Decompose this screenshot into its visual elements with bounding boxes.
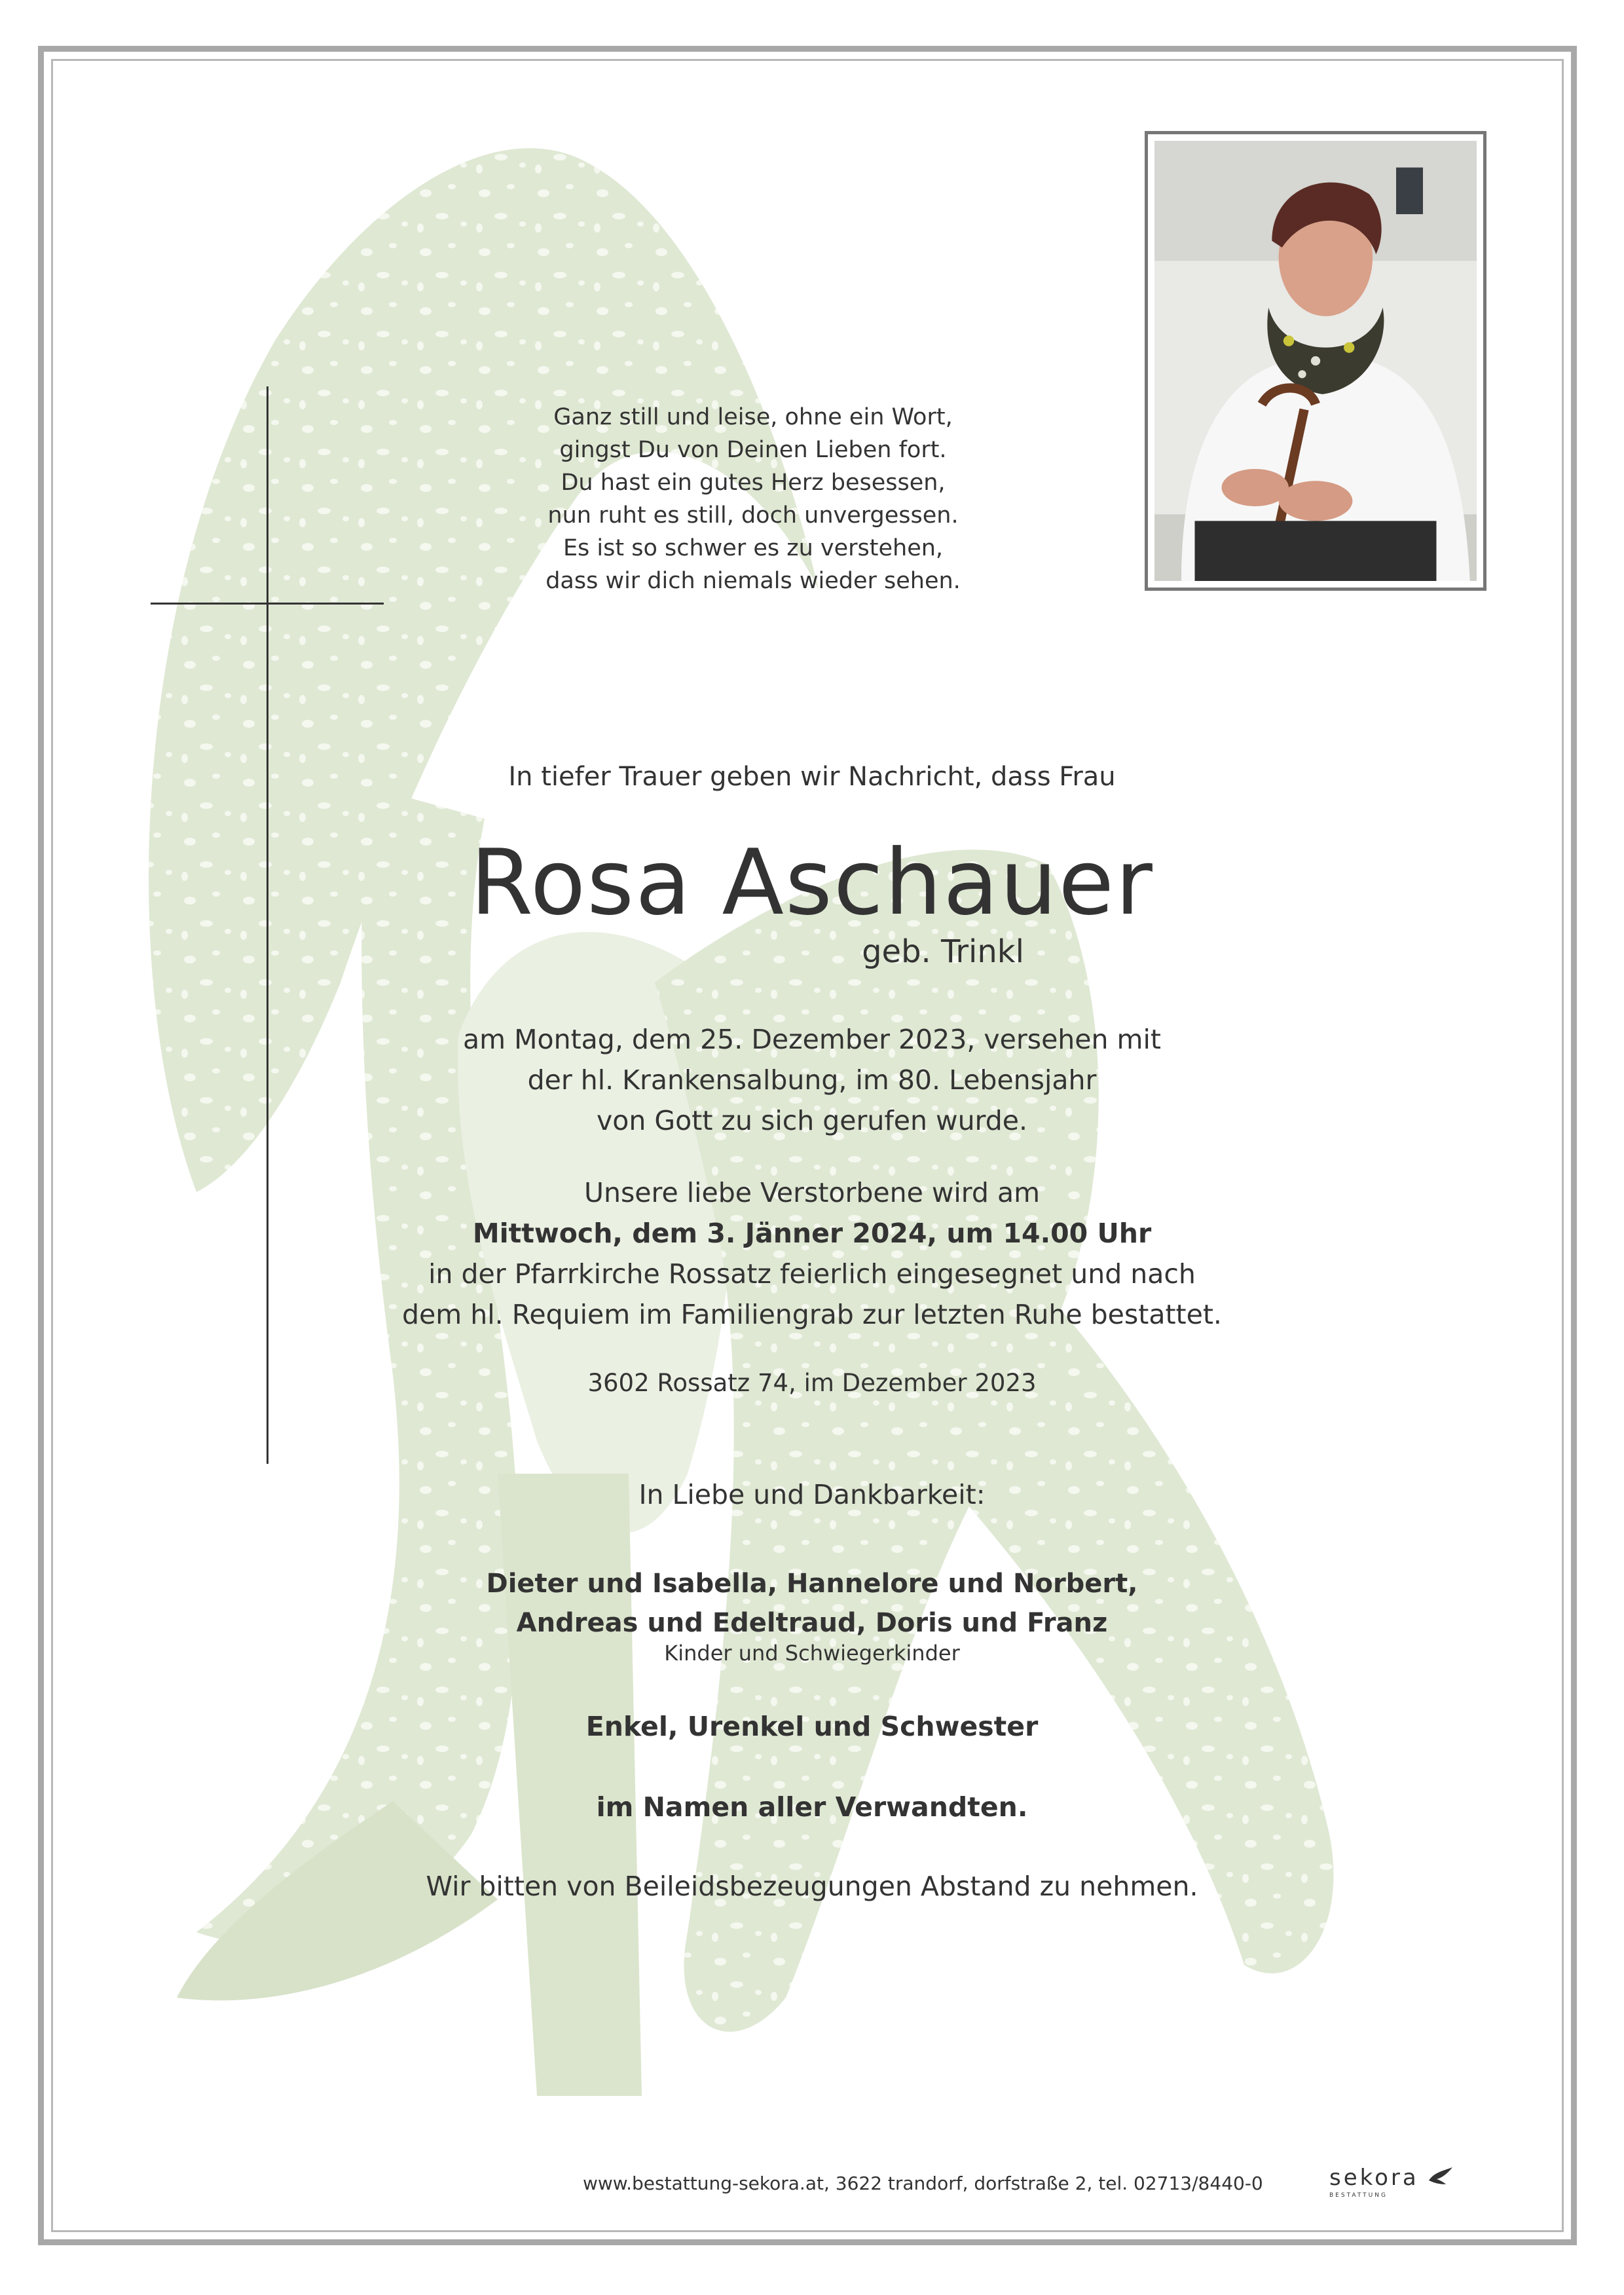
death-notice-line: von Gott zu sich gerufen wurde. <box>597 1105 1027 1136</box>
funeral-line: dem hl. Requiem im Familiengrab zur letzten Ruhe bestattet. <box>402 1299 1222 1330</box>
thanks-heading: In Liebe und Dankbarkeit: <box>638 1479 986 1510</box>
birth-name: geb. Trinkl <box>862 933 1024 970</box>
logo-subtitle: BESTATTUNG <box>1329 2192 1388 2199</box>
memorial-poem <box>485 401 1022 597</box>
funeral-line: in der Pfarrkirche Rossatz feierlich eingesegnet und nach <box>428 1258 1196 1290</box>
family-names-line: Andreas und Edeltraud, Doris und Franz <box>516 1608 1108 1638</box>
family-names-line: Dieter und Isabella, Hannelore und Norbert, <box>486 1569 1138 1599</box>
grandchildren-line: Enkel, Urenkel und Schwester <box>585 1711 1039 1742</box>
poem-line: Ganz still und leise, ohne ein Wort, <box>553 404 953 430</box>
poem-line: gingst Du von Deinen Lieben fort. <box>559 437 947 463</box>
funeral-date: Mittwoch, dem 3. Jänner 2024, um 14.00 Uhr <box>472 1218 1152 1249</box>
condolence-request: Wir bitten von Beileidsbezeugungen Abstand zu nehmen. <box>426 1871 1198 1902</box>
family-relation: Kinder und Schwiegerkinder <box>664 1641 960 1666</box>
poem-line: nun ruht es still, doch unvergessen. <box>547 502 959 529</box>
deceased-name: Rosa Aschauer <box>470 830 1154 935</box>
death-notice-line: am Montag, dem 25. Dezember 2023, versehen mit <box>463 1024 1161 1055</box>
poem-line: dass wir dich niemals wieder sehen. <box>545 568 961 594</box>
poem-line: Du hast ein gutes Herz besessen, <box>561 470 946 496</box>
address-date: 3602 Rossatz 74, im Dezember 2023 <box>587 1369 1037 1397</box>
funeral-info <box>0 1172 1624 1335</box>
family-names <box>0 1564 1624 1643</box>
intro-text: In tiefer Trauer geben wir Nachricht, dass Frau <box>508 762 1116 792</box>
poem-line: Es ist so schwer es zu verstehen, <box>563 535 944 561</box>
death-notice <box>0 1019 1624 1141</box>
bird-icon <box>1428 2166 1454 2186</box>
cross-horizontal <box>151 603 384 605</box>
footer-contact: www.bestattung-sekora.at, 3622 trandorf, dorfstraße 2, tel. 02713/8440-0 <box>583 2173 1263 2194</box>
relatives-line: im Namen aller Verwandten. <box>596 1791 1028 1823</box>
funeral-line: Unsere liebe Verstorbene wird am <box>583 1177 1041 1208</box>
logo-name: sekora <box>1329 2165 1419 2191</box>
sekora-logo <box>1329 2165 1460 2204</box>
portrait-photo <box>1154 141 1477 581</box>
death-notice-line: der hl. Krankensalbung, im 80. Lebensjahr <box>527 1064 1097 1096</box>
portrait-photo-frame <box>1145 131 1486 591</box>
